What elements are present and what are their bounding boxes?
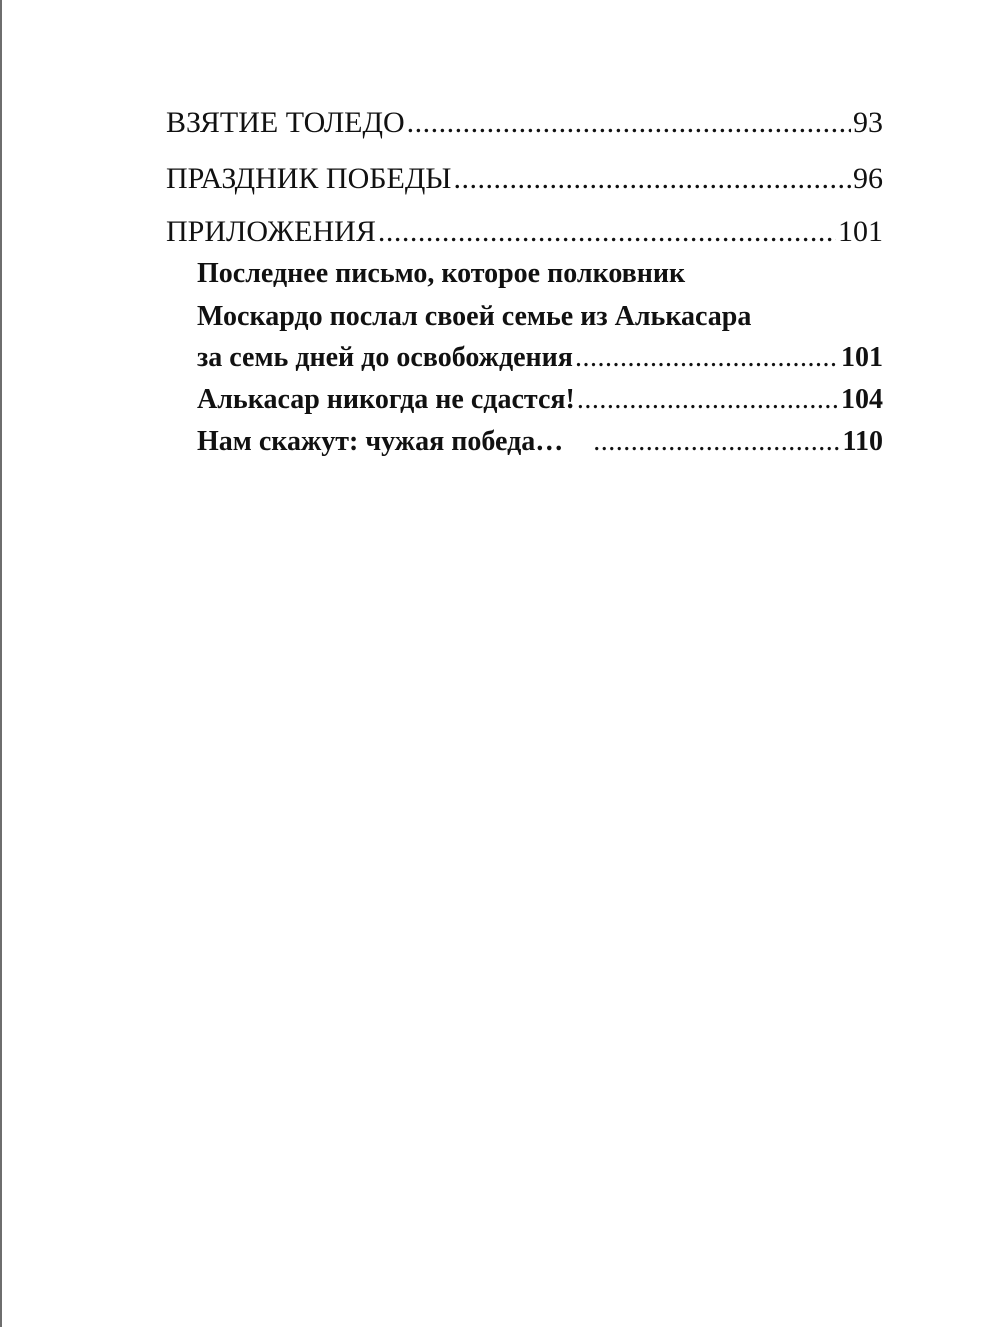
toc-subentry-alkasar[interactable] <box>197 384 883 416</box>
toc-subentry-letter-line-3[interactable] <box>197 342 883 374</box>
toc-entry-page: 101 <box>838 215 883 248</box>
toc-subentry-title-line: Москардо послал своей семье из Алькасара <box>197 301 752 332</box>
toc-subentry-letter-line-1[interactable] <box>197 258 883 290</box>
toc-dot-leader <box>453 162 851 196</box>
toc-subentry-title: Нам скажут: чужая победа… <box>197 426 564 457</box>
toc-entry-title: ВЗЯТИЕ ТОЛЕДО <box>166 106 405 139</box>
toc-subentry-title-line: за семь дней до освобождения <box>197 342 573 373</box>
toc-entry-prilozheniya[interactable] <box>166 215 883 249</box>
toc-dot-leader <box>577 384 839 416</box>
toc-subentry-title: Алькасар никогда не сдастся! <box>197 384 575 415</box>
toc-subentry-page: 104 <box>841 384 883 415</box>
toc-entry-title: ПРАЗДНИК ПОБЕДЫ <box>166 162 452 195</box>
toc-subentry-page: 101 <box>841 342 883 373</box>
toc-entry-vzyatie-toledo[interactable] <box>166 106 883 140</box>
toc-entry-title: ПРИЛОЖЕНИЯ <box>166 215 376 248</box>
toc-entry-page: 96 <box>853 162 883 195</box>
toc-entry-page: 93 <box>853 106 883 139</box>
toc-subentry-chuzhaya-pobeda[interactable] <box>197 426 883 458</box>
toc-dot-leader <box>593 426 840 458</box>
toc-subentry-page: 110 <box>842 426 883 457</box>
toc-subentry-letter-line-2[interactable] <box>197 301 883 333</box>
toc-dot-leader <box>407 106 851 140</box>
toc-entry-prazdnik-pobedy[interactable] <box>166 162 883 196</box>
toc-dot-leader <box>575 342 839 374</box>
toc-dot-leader <box>378 215 836 249</box>
toc-subentry-title-line: Последнее письмо, которое полковник <box>197 258 686 289</box>
